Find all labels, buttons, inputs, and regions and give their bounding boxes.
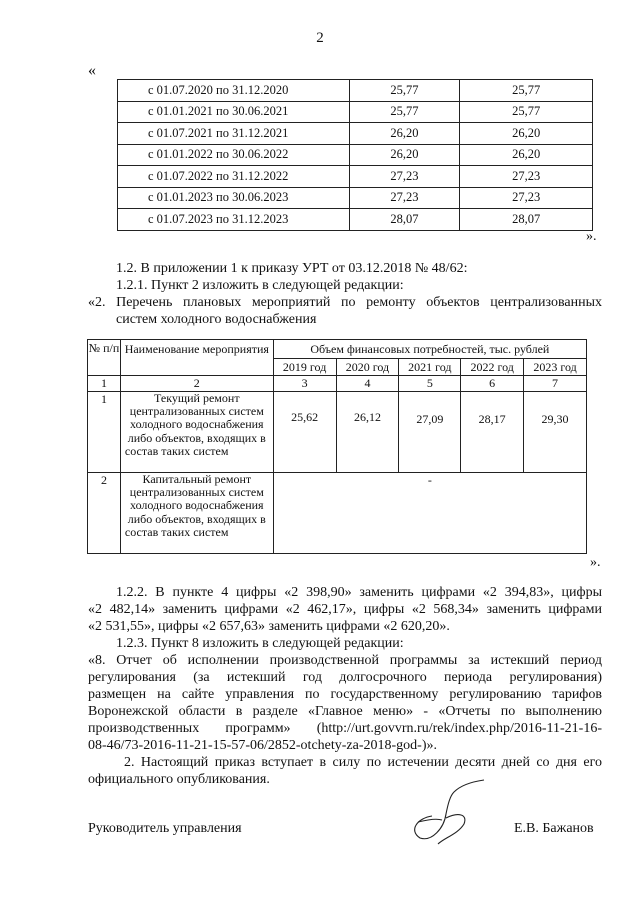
section-1-2-1-quote-line2: систем холодного водоснабжения bbox=[116, 312, 317, 327]
section-8-line4: Воронежской области в разделе «Главное меню» - «Отчеты по выполнению bbox=[88, 704, 602, 719]
table-row bbox=[88, 473, 587, 554]
cell-value: 26,12 bbox=[336, 392, 399, 473]
col-number: 7 bbox=[524, 376, 587, 392]
section-1-2-3: 1.2.3. Пункт 8 изложить в следующей редакции: bbox=[116, 636, 404, 651]
table-row bbox=[118, 166, 593, 188]
cell-period: с 01.01.2023 по 30.06.2023 bbox=[118, 187, 350, 209]
section-1-2-2-line3: «2 531,55», цифры «2 657,63» заменить цифрами «2 620,20». bbox=[88, 619, 450, 634]
col-number: 5 bbox=[399, 376, 461, 392]
year-header: 2023 год bbox=[524, 359, 587, 376]
cell-value-1: 25,77 bbox=[349, 80, 460, 102]
col-number: 3 bbox=[273, 376, 336, 392]
cell-value-2: 28,07 bbox=[460, 209, 593, 231]
cell-value-2: 27,23 bbox=[460, 187, 593, 209]
section-8-line5: производственных программ» (http://urt.govvrn.ru/rek/index.php/2016-11-21-16- bbox=[88, 721, 602, 736]
cell-period: с 01.01.2022 по 30.06.2022 bbox=[118, 144, 350, 166]
cell-value-2: 25,77 bbox=[460, 80, 593, 102]
cell-value: 28,17 bbox=[461, 392, 524, 473]
cell-value-1: 27,23 bbox=[349, 187, 460, 209]
table-row bbox=[118, 80, 593, 102]
cell-value: 27,09 bbox=[399, 392, 461, 473]
col-header-volume: Объем финансовых потребностей, тыс. рублей bbox=[273, 340, 586, 359]
year-header: 2019 год bbox=[273, 359, 336, 376]
cell-value-2: 26,20 bbox=[460, 144, 593, 166]
cell-value-2: 25,77 bbox=[460, 101, 593, 123]
col-number: 1 bbox=[88, 376, 121, 392]
section-1-2-2-line2: «2 482,14» заменить цифрами «2 462,17», цифры «2 568,34» заменить цифрами bbox=[88, 602, 602, 617]
section-1-2-2-line1: 1.2.2. В пункте 4 цифры «2 398,90» заменить цифрами «2 394,83», цифры bbox=[116, 585, 602, 600]
quote-open: « bbox=[88, 62, 96, 79]
table-row bbox=[118, 101, 593, 123]
row-name: Текущий ремонт централизованных систем холодного водоснабжения либо объектов, входящих в состав таких систем bbox=[120, 392, 273, 473]
cell-value-1: 27,23 bbox=[349, 166, 460, 188]
cell-value-2: 26,20 bbox=[460, 123, 593, 145]
signature-position: Руководитель управления bbox=[88, 821, 242, 836]
year-header: 2020 год bbox=[336, 359, 399, 376]
row-num: 1 bbox=[88, 392, 121, 473]
col-number: 6 bbox=[461, 376, 524, 392]
col-number: 2 bbox=[120, 376, 273, 392]
section-2-line2: официального опубликования. bbox=[88, 772, 270, 787]
section-2-line1: 2. Настоящий приказ вступает в силу по истечении десяти дней со дня его bbox=[124, 755, 602, 770]
col-header-num: № п/п bbox=[88, 340, 121, 376]
cell-value-1: 28,07 bbox=[349, 209, 460, 231]
section-1-2-1-quote-line1: «2. Перечень плановых мероприятий по ремонту объектов централизованных bbox=[88, 295, 602, 310]
cell-value: 25,62 bbox=[273, 392, 336, 473]
table-row bbox=[88, 392, 587, 473]
col-header-name: Наименование мероприятия bbox=[120, 340, 273, 376]
quote-close: ». bbox=[586, 229, 597, 244]
row-num: 2 bbox=[88, 473, 121, 554]
table-row bbox=[118, 187, 593, 209]
cell-period: с 01.07.2023 по 31.12.2023 bbox=[118, 209, 350, 231]
cell-period: с 01.01.2021 по 30.06.2021 bbox=[118, 101, 350, 123]
page-number: 2 bbox=[316, 30, 324, 46]
col-number: 4 bbox=[336, 376, 399, 392]
cell-period: с 01.07.2022 по 31.12.2022 bbox=[118, 166, 350, 188]
section-8-line1: «8. Отчет об исполнении производственной программы за истекший период bbox=[88, 653, 602, 668]
section-8-line3: размещен на сайте управления по государственному регулированию тарифов bbox=[88, 687, 602, 702]
row-name: Капитальный ремонт централизованных систем холодного водоснабжения либо объектов, входящих в состав таких систем bbox=[120, 473, 273, 554]
section-8-line6: 08-46/73-2016-11-21-15-57-06/2852-otchety-za-2018-god-)». bbox=[88, 738, 438, 753]
cell-value-2: 27,23 bbox=[460, 166, 593, 188]
table-row bbox=[118, 123, 593, 145]
signature-scribble bbox=[388, 778, 498, 848]
section-8-line2: регулирования (за истекший год долгосрочного периода регулирования) bbox=[88, 670, 602, 685]
section-1-2-1: 1.2.1. Пункт 2 изложить в следующей редакции: bbox=[116, 278, 404, 293]
table-row bbox=[118, 144, 593, 166]
table-row bbox=[118, 209, 593, 231]
cell-value-1: 26,20 bbox=[349, 144, 460, 166]
year-header: 2021 год bbox=[399, 359, 461, 376]
tariff-table bbox=[117, 79, 593, 231]
cell-merged-value: - bbox=[273, 473, 586, 554]
cell-period: с 01.07.2020 по 31.12.2020 bbox=[118, 80, 350, 102]
cell-value-1: 26,20 bbox=[349, 123, 460, 145]
cell-value: 29,30 bbox=[524, 392, 587, 473]
section-1-2: 1.2. В приложении 1 к приказу УРТ от 03.12.2018 № 48/62: bbox=[116, 261, 468, 276]
signature-name: Е.В. Бажанов bbox=[514, 821, 594, 836]
quote-close: ». bbox=[590, 555, 601, 570]
cell-period: с 01.07.2021 по 31.12.2021 bbox=[118, 123, 350, 145]
year-header: 2022 год bbox=[461, 359, 524, 376]
cell-value-1: 25,77 bbox=[349, 101, 460, 123]
plan-table bbox=[87, 339, 587, 554]
